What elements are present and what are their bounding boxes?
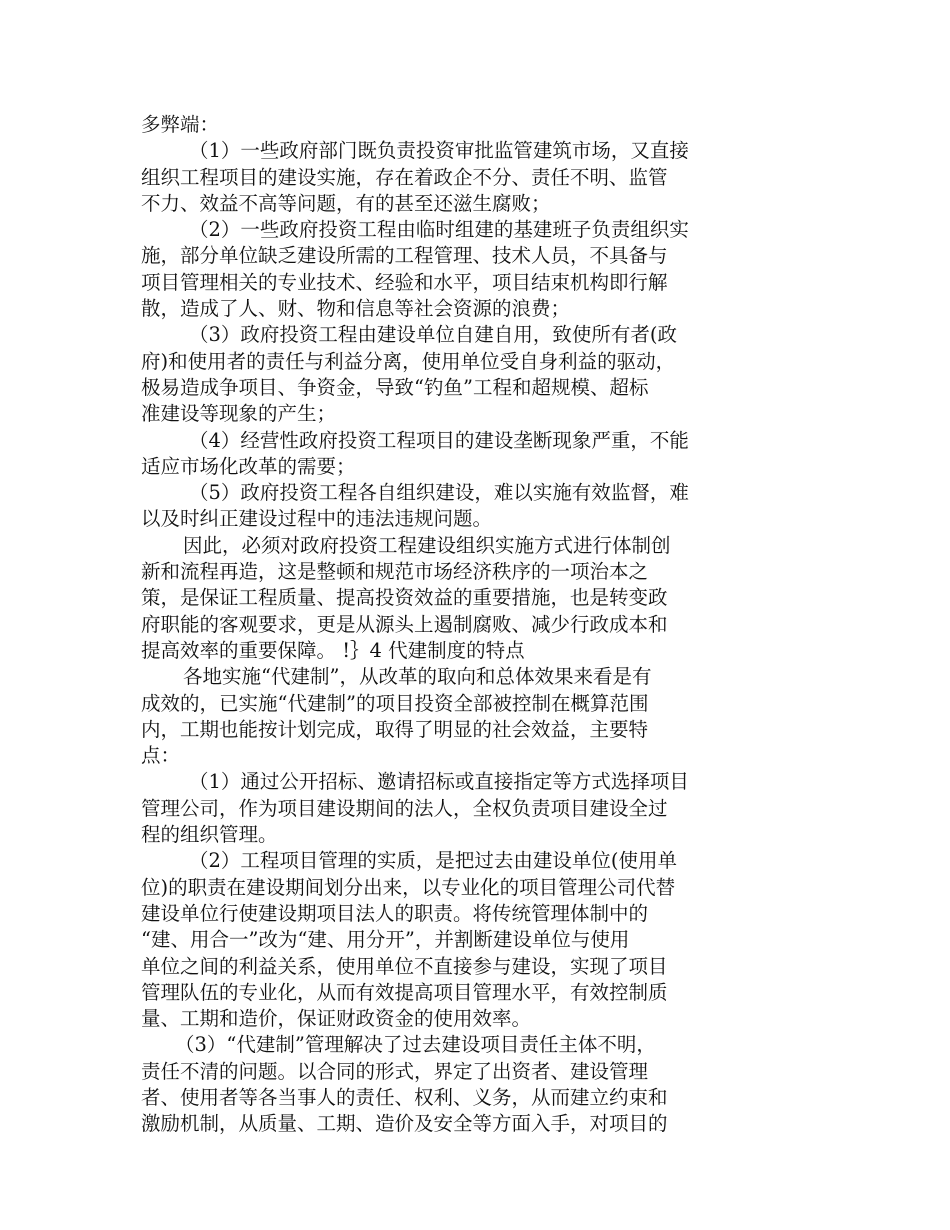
text-line: 建设单位行使建设期项目法人的职责。将传统管理体制中的 xyxy=(141,901,649,925)
text-line: 位)的职责在建设期间划分出来，以专业化的项目管理公司代替 xyxy=(141,875,676,899)
text-line: 者、使用者等各当事人的责任、权利、义务，从而建立约束和 xyxy=(141,1085,668,1109)
text-line: 各地实施“代建制”，从改革的取向和总体效果来看是有 xyxy=(183,665,652,689)
body-text xyxy=(141,112,741,1138)
text-line: 适应市场化改革的需要； xyxy=(141,454,356,478)
text-line: 组织工程项目的建设实施，存在着政企不分、责任不明、监管 xyxy=(141,165,668,189)
text-line: 准建设等现象的产生； xyxy=(141,402,337,426)
text-line: 管理队伍的专业化，从而有效提高项目管理水平，有效控制质 xyxy=(141,980,668,1004)
text-line: 因此，必须对政府投资工程建设组织实施方式进行体制创 xyxy=(183,533,671,557)
text-line: 多弊端： xyxy=(141,113,220,136)
text-line: （2）一些政府投资工程由临时组建的基建班子负责组织实 xyxy=(189,218,689,242)
text-line: 程的组织管理。 xyxy=(141,823,278,847)
text-line: 项目管理相关的专业技术、经验和水平，项目结束机构即行解 xyxy=(141,270,668,294)
text-line: （3）“代建制”管理解决了过去建设项目责任主体不明， xyxy=(175,1033,656,1057)
text-line: （4）经营性政府投资工程项目的建设垄断现象严重，不能 xyxy=(189,428,689,452)
text-line: （2）工程项目管理的实质，是把过去由建设单位(使用单 xyxy=(189,849,678,873)
text-line: （3）政府投资工程由建设单位自建自用，致使所有者(政 xyxy=(189,323,678,347)
text-line: 不力、效益不高等问题，有的甚至还滋生腐败； xyxy=(141,191,551,215)
text-line: 府职能的客观要求，更是从源头上遏制腐败、减少行政成本和 xyxy=(141,612,668,636)
text-line: 量、工期和造价，保证财政资金的使用效率。 xyxy=(141,1007,532,1031)
text-line: 极易造成争项目、争资金，导致“钓鱼”工程和超规模、超标 xyxy=(141,375,649,399)
text-line: “建、用合一”改为“建、用分开”，并割断建设单位与使用 xyxy=(141,928,630,952)
text-line: 散，造成了人、财、物和信息等社会资源的浪费； xyxy=(141,297,571,321)
text-line: 管理公司，作为项目建设期间的法人，全权负责项目建设全过 xyxy=(141,796,668,820)
text-line: 施，部分单位缺乏建设所需的工程管理、技术人员，不具备与 xyxy=(141,244,668,268)
text-line: （1）一些政府部门既负责投资审批监管建筑市场，又直接 xyxy=(189,139,689,163)
text-line: 责任不清的问题。以合同的形式，界定了出资者、建设管理 xyxy=(141,1059,649,1083)
text-line: 激励机制，从质量、工期、造价及安全等方面入手，对项目的 xyxy=(141,1112,668,1136)
text-line: 以及时纠正建设过程中的违法违规问题。 xyxy=(141,507,493,531)
text-line: 成效的，已实施“代建制”的项目投资全部被控制在概算范围 xyxy=(141,691,649,715)
text-line: 新和流程再造，这是整顿和规范市场经济秩序的一项治本之 xyxy=(141,560,649,584)
text-line: 点： xyxy=(141,744,181,768)
text-line: 策，是保证工程质量、提高投资效益的重要措施，也是转变政 xyxy=(141,586,668,610)
text-line: 府)和使用者的责任与利益分离，使用单位受自身利益的驱动， xyxy=(141,349,676,373)
text-line: 提高效率的重要保障。 !｝4 代建制度的特点 xyxy=(141,638,525,662)
text-line: 内，工期也能按计划完成，取得了明显的社会效益，主要特 xyxy=(141,717,649,741)
text-line: 单位之间的利益关系，使用单位不直接参与建设，实现了项目 xyxy=(141,954,668,978)
text-line: （5）政府投资工程各自组织建设，难以实施有效监督，难 xyxy=(189,481,689,505)
text-line: （1）通过公开招标、邀请招标或直接指定等方式选择项目 xyxy=(189,770,689,794)
